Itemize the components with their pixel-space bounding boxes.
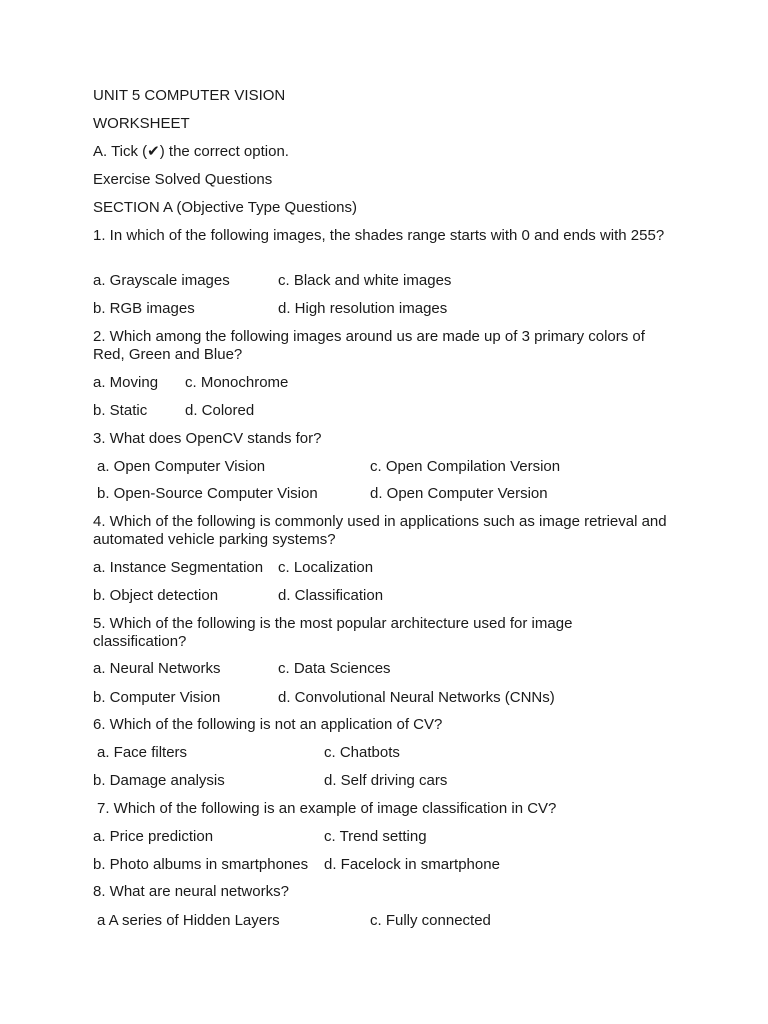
worksheet-heading: WORKSHEET: [93, 115, 190, 132]
q1-option-d: d. High resolution images: [278, 300, 448, 317]
q1-option-a: a. Grayscale images: [93, 272, 230, 289]
q6-option-d: d. Self driving cars: [324, 772, 448, 789]
q4-option-d: d. Classification: [278, 587, 384, 604]
q2-option-d: d. Colored: [185, 402, 255, 419]
q8-option-c: c. Fully connected: [370, 912, 491, 929]
q8-option-a: a A series of Hidden Layers: [97, 912, 280, 929]
q3-option-a: a. Open Computer Vision: [97, 458, 266, 475]
q4-option-b: b. Object detection: [93, 587, 219, 604]
q3-option-b: b. Open-Source Computer Vision: [97, 485, 318, 502]
q3-option-c: c. Open Compilation Version: [370, 458, 561, 475]
q5-option-c: c. Data Sciences: [278, 660, 391, 677]
q2-option-b: b. Static: [93, 402, 148, 419]
q2-option-a: a. Moving: [93, 374, 159, 391]
q6-option-b: b. Damage analysis: [93, 772, 225, 789]
q2-option-c: c. Monochrome: [185, 374, 289, 391]
q7-option-d: d. Facelock in smartphone: [324, 856, 500, 873]
q5-option-d: d. Convolutional Neural Networks (CNNs): [278, 689, 555, 706]
question-4: 4. Which of the following is commonly used in applications such as image retrieval and automated vehicle parking systems?: [93, 513, 667, 548]
q6-option-a: a. Face filters: [97, 744, 188, 761]
question-7: 7. Which of the following is an example of image classification in CV?: [97, 800, 557, 817]
q1-option-b: b. RGB images: [93, 300, 195, 317]
question-5: 5. Which of the following is the most popular architecture used for image classification?: [93, 615, 573, 650]
section-heading: SECTION A (Objective Type Questions): [93, 199, 357, 216]
q5-option-b: b. Computer Vision: [93, 689, 221, 706]
question-8: 8. What are neural networks?: [93, 883, 289, 900]
question-3: 3. What does OpenCV stands for?: [93, 430, 322, 447]
q6-option-c: c. Chatbots: [324, 744, 400, 761]
q1-option-c: c. Black and white images: [278, 272, 452, 289]
question-6: 6. Which of the following is not an application of CV?: [93, 716, 443, 733]
q7-option-b: b. Photo albums in smartphones: [93, 856, 309, 873]
exercise-heading: Exercise Solved Questions: [93, 171, 273, 188]
q4-option-c: c. Localization: [278, 559, 374, 576]
question-2: 2. Which among the following images around us are made up of 3 primary colors of Red, Green and Blue?: [93, 328, 645, 363]
unit-title: UNIT 5 COMPUTER VISION: [93, 87, 286, 104]
q7-option-c: c. Trend setting: [324, 828, 427, 845]
q5-option-a: a. Neural Networks: [93, 660, 221, 677]
q7-option-a: a. Price prediction: [93, 828, 214, 845]
instruction-text: A. Tick (✔) the correct option.: [93, 143, 289, 160]
q3-option-d: d. Open Computer Version: [370, 485, 548, 502]
question-1: 1. In which of the following images, the shades range starts with 0 and ends with 255?: [93, 227, 665, 244]
q4-option-a: a. Instance Segmentation: [93, 559, 264, 576]
